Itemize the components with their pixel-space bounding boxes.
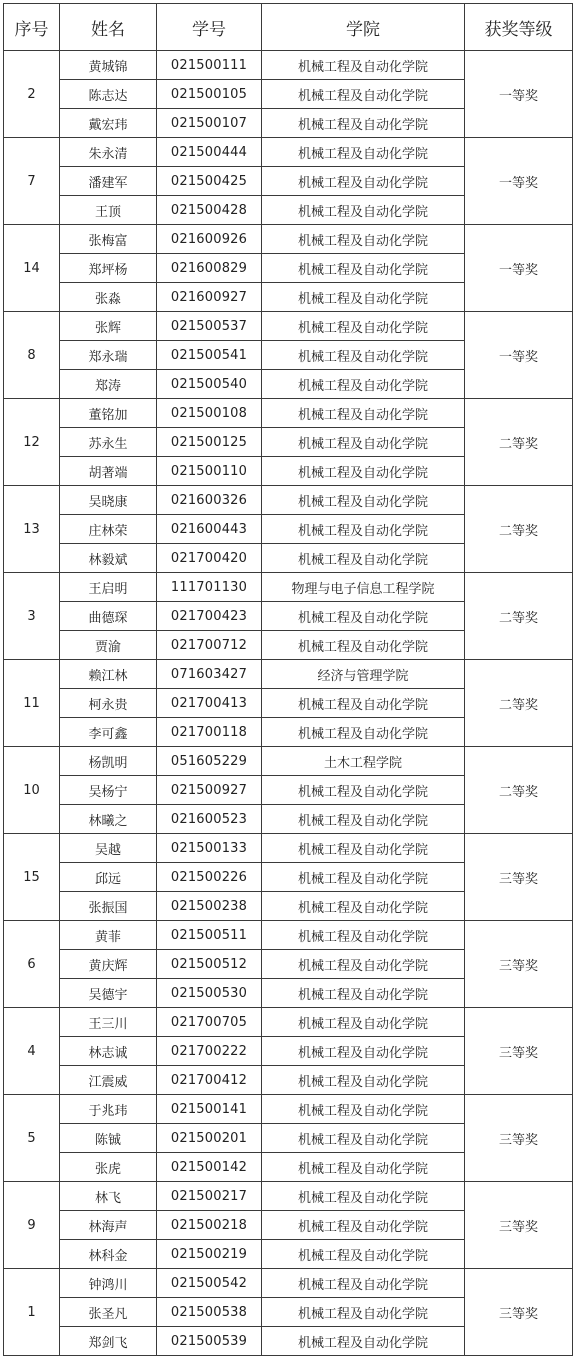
student-name-cell: 张辉 [60,312,157,341]
student-name-cell: 杨凯明 [60,747,157,776]
student-id-cell: 021700712 [157,631,262,660]
table-body [4,51,573,1356]
award-level-cell: 一等奖 [465,138,573,225]
college-cell: 机械工程及自动化学院 [262,1269,465,1298]
college-cell: 机械工程及自动化学院 [262,51,465,80]
student-id-cell: 021500218 [157,1211,262,1240]
college-cell: 机械工程及自动化学院 [262,1153,465,1182]
table-row [4,921,573,950]
student-name-cell: 张淼 [60,283,157,312]
college-cell: 土木工程学院 [262,747,465,776]
student-name-cell: 于兆玮 [60,1095,157,1124]
group-number-cell: 3 [4,573,60,660]
award-level-cell: 二等奖 [465,660,573,747]
college-cell: 机械工程及自动化学院 [262,1008,465,1037]
college-cell: 机械工程及自动化学院 [262,921,465,950]
student-id-cell: 021600443 [157,515,262,544]
header-college: 学院 [262,4,465,51]
college-cell: 机械工程及自动化学院 [262,486,465,515]
group-number-cell: 4 [4,1008,60,1095]
award-level-cell: 二等奖 [465,573,573,660]
student-id-cell: 021700420 [157,544,262,573]
award-level-cell: 一等奖 [465,51,573,138]
table-row [4,486,573,515]
student-id-cell: 021500226 [157,863,262,892]
table-row [4,51,573,80]
college-cell: 机械工程及自动化学院 [262,544,465,573]
student-name-cell: 江震威 [60,1066,157,1095]
student-id-cell: 021700413 [157,689,262,718]
college-cell: 机械工程及自动化学院 [262,167,465,196]
college-cell: 经济与管理学院 [262,660,465,689]
header-row [4,4,573,51]
award-level-cell: 二等奖 [465,399,573,486]
student-name-cell: 张圣凡 [60,1298,157,1327]
header-number: 序号 [4,4,60,51]
student-name-cell: 陈铖 [60,1124,157,1153]
student-name-cell: 郑坪杨 [60,254,157,283]
student-id-cell: 021500537 [157,312,262,341]
student-name-cell: 林毅斌 [60,544,157,573]
college-cell: 机械工程及自动化学院 [262,689,465,718]
student-name-cell: 张振国 [60,892,157,921]
student-name-cell: 朱永清 [60,138,157,167]
group-number-cell: 15 [4,834,60,921]
student-id-cell: 021700705 [157,1008,262,1037]
award-level-cell: 一等奖 [465,225,573,312]
student-name-cell: 张梅富 [60,225,157,254]
student-id-cell: 021500108 [157,399,262,428]
college-cell: 机械工程及自动化学院 [262,341,465,370]
student-name-cell: 王顶 [60,196,157,225]
student-id-cell: 021500428 [157,196,262,225]
header-name: 姓名 [60,4,157,51]
student-id-cell: 021500512 [157,950,262,979]
group-number-cell: 5 [4,1095,60,1182]
student-id-cell: 071603427 [157,660,262,689]
student-name-cell: 胡著端 [60,457,157,486]
award-level-cell: 三等奖 [465,1269,573,1356]
student-name-cell: 郑剑飞 [60,1327,157,1356]
college-cell: 机械工程及自动化学院 [262,1240,465,1269]
student-name-cell: 贾渝 [60,631,157,660]
college-cell: 机械工程及自动化学院 [262,457,465,486]
student-name-cell: 李可鑫 [60,718,157,747]
student-name-cell: 吴越 [60,834,157,863]
college-cell: 机械工程及自动化学院 [262,1095,465,1124]
student-id-cell: 021700412 [157,1066,262,1095]
group-number-cell: 12 [4,399,60,486]
table-row [4,834,573,863]
header-student-id: 学号 [157,4,262,51]
college-cell: 机械工程及自动化学院 [262,109,465,138]
student-name-cell: 陈志达 [60,80,157,109]
student-id-cell: 021500125 [157,428,262,457]
student-id-cell: 021600926 [157,225,262,254]
student-name-cell: 林志诚 [60,1037,157,1066]
student-name-cell: 吴德宇 [60,979,157,1008]
student-id-cell: 021500542 [157,1269,262,1298]
college-cell: 物理与电子信息工程学院 [262,573,465,602]
student-id-cell: 021500538 [157,1298,262,1327]
student-name-cell: 赖江林 [60,660,157,689]
student-id-cell: 021500105 [157,80,262,109]
student-name-cell: 董铭加 [60,399,157,428]
student-id-cell: 021500107 [157,109,262,138]
college-cell: 机械工程及自动化学院 [262,1298,465,1327]
college-cell: 机械工程及自动化学院 [262,370,465,399]
group-number-cell: 2 [4,51,60,138]
award-level-cell: 三等奖 [465,834,573,921]
group-number-cell: 10 [4,747,60,834]
student-id-cell: 021500238 [157,892,262,921]
student-id-cell: 021500201 [157,1124,262,1153]
student-id-cell: 021700423 [157,602,262,631]
student-name-cell: 戴宏玮 [60,109,157,138]
college-cell: 机械工程及自动化学院 [262,283,465,312]
college-cell: 机械工程及自动化学院 [262,631,465,660]
college-cell: 机械工程及自动化学院 [262,312,465,341]
student-id-cell: 021600523 [157,805,262,834]
student-name-cell: 王三川 [60,1008,157,1037]
college-cell: 机械工程及自动化学院 [262,1124,465,1153]
award-level-cell: 三等奖 [465,1008,573,1095]
table-row [4,1008,573,1037]
group-number-cell: 8 [4,312,60,399]
group-number-cell: 6 [4,921,60,1008]
student-id-cell: 021500217 [157,1182,262,1211]
student-id-cell: 111701130 [157,573,262,602]
college-cell: 机械工程及自动化学院 [262,834,465,863]
table-row [4,747,573,776]
college-cell: 机械工程及自动化学院 [262,863,465,892]
student-id-cell: 021600927 [157,283,262,312]
table-row [4,1182,573,1211]
student-name-cell: 黄城锦 [60,51,157,80]
award-level-cell: 三等奖 [465,1095,573,1182]
student-id-cell: 021500110 [157,457,262,486]
college-cell: 机械工程及自动化学院 [262,602,465,631]
table-row [4,399,573,428]
college-cell: 机械工程及自动化学院 [262,1327,465,1356]
student-id-cell: 051605229 [157,747,262,776]
college-cell: 机械工程及自动化学院 [262,979,465,1008]
college-cell: 机械工程及自动化学院 [262,428,465,457]
table-row [4,225,573,254]
group-number-cell: 9 [4,1182,60,1269]
student-id-cell: 021500530 [157,979,262,1008]
college-cell: 机械工程及自动化学院 [262,196,465,225]
student-name-cell: 林飞 [60,1182,157,1211]
student-id-cell: 021500927 [157,776,262,805]
student-name-cell: 柯永贵 [60,689,157,718]
student-id-cell: 021500539 [157,1327,262,1356]
college-cell: 机械工程及自动化学院 [262,1066,465,1095]
student-id-cell: 021500540 [157,370,262,399]
student-name-cell: 潘建军 [60,167,157,196]
award-level-cell: 三等奖 [465,921,573,1008]
table-row [4,1269,573,1298]
table-row [4,138,573,167]
college-cell: 机械工程及自动化学院 [262,225,465,254]
student-name-cell: 郑永瑞 [60,341,157,370]
student-name-cell: 曲德琛 [60,602,157,631]
student-id-cell: 021500541 [157,341,262,370]
student-id-cell: 021500111 [157,51,262,80]
award-level-cell: 二等奖 [465,747,573,834]
college-cell: 机械工程及自动化学院 [262,399,465,428]
student-name-cell: 黄庆辉 [60,950,157,979]
table-row [4,660,573,689]
student-id-cell: 021500425 [157,167,262,196]
award-level-cell: 二等奖 [465,486,573,573]
student-id-cell: 021700118 [157,718,262,747]
college-cell: 机械工程及自动化学院 [262,805,465,834]
college-cell: 机械工程及自动化学院 [262,1182,465,1211]
group-number-cell: 14 [4,225,60,312]
student-name-cell: 林曦之 [60,805,157,834]
student-name-cell: 吴杨宁 [60,776,157,805]
student-name-cell: 钟鸿川 [60,1269,157,1298]
student-name-cell: 黄菲 [60,921,157,950]
student-name-cell: 庄林荣 [60,515,157,544]
student-id-cell: 021600326 [157,486,262,515]
student-name-cell: 林科金 [60,1240,157,1269]
student-id-cell: 021600829 [157,254,262,283]
student-id-cell: 021500444 [157,138,262,167]
student-name-cell: 王启明 [60,573,157,602]
college-cell: 机械工程及自动化学院 [262,718,465,747]
student-id-cell: 021500511 [157,921,262,950]
college-cell: 机械工程及自动化学院 [262,1037,465,1066]
college-cell: 机械工程及自动化学院 [262,892,465,921]
group-number-cell: 7 [4,138,60,225]
student-name-cell: 郑涛 [60,370,157,399]
student-name-cell: 邱远 [60,863,157,892]
college-cell: 机械工程及自动化学院 [262,1211,465,1240]
college-cell: 机械工程及自动化学院 [262,515,465,544]
student-id-cell: 021500141 [157,1095,262,1124]
table-header [4,4,573,51]
college-cell: 机械工程及自动化学院 [262,776,465,805]
group-number-cell: 11 [4,660,60,747]
student-id-cell: 021500219 [157,1240,262,1269]
student-name-cell: 林海声 [60,1211,157,1240]
group-number-cell: 13 [4,486,60,573]
college-cell: 机械工程及自动化学院 [262,254,465,283]
group-number-cell: 1 [4,1269,60,1356]
header-award-level: 获奖等级 [465,4,573,51]
student-id-cell: 021500133 [157,834,262,863]
table-row [4,573,573,602]
table-row [4,312,573,341]
college-cell: 机械工程及自动化学院 [262,80,465,109]
student-name-cell: 吴晓康 [60,486,157,515]
student-id-cell: 021700222 [157,1037,262,1066]
student-id-cell: 021500142 [157,1153,262,1182]
student-name-cell: 张虎 [60,1153,157,1182]
table-row [4,1095,573,1124]
award-level-cell: 一等奖 [465,312,573,399]
college-cell: 机械工程及自动化学院 [262,138,465,167]
award-level-cell: 三等奖 [465,1182,573,1269]
awards-table [3,3,573,1356]
student-name-cell: 苏永生 [60,428,157,457]
college-cell: 机械工程及自动化学院 [262,950,465,979]
